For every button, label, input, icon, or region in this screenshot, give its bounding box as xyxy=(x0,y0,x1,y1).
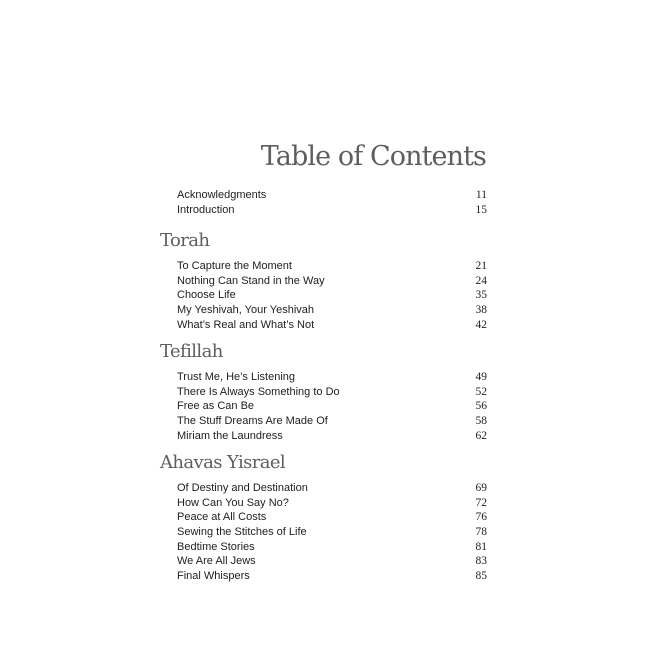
section-heading: Torah xyxy=(160,230,210,251)
toc-entry xyxy=(177,288,487,303)
toc-entry xyxy=(177,188,487,203)
entry-page-number: 52 xyxy=(475,385,487,398)
toc-entry xyxy=(177,399,487,414)
entry-page-number: 85 xyxy=(475,570,487,583)
entry-page-number: 81 xyxy=(475,540,487,553)
entry-page-number: 76 xyxy=(475,511,487,524)
toc-entry xyxy=(177,496,487,511)
toc-entry xyxy=(177,540,487,555)
entry-title: To Capture the Moment xyxy=(177,260,292,272)
toc-entry xyxy=(177,318,487,333)
entry-title: Choose Life xyxy=(177,289,236,302)
entry-page-number: 78 xyxy=(475,526,487,539)
toc-entry xyxy=(177,303,487,318)
entry-title: Of Destiny and Destination xyxy=(177,482,308,494)
toc-entry xyxy=(177,481,487,496)
entry-page-number: 62 xyxy=(475,429,487,442)
entry-page-number: 69 xyxy=(475,482,487,494)
section-heading: Ahavas Yisrael xyxy=(160,452,286,473)
entry-title: We Are All Jews xyxy=(177,555,256,568)
toc-entry xyxy=(177,274,487,289)
section-entry-list xyxy=(177,370,487,443)
entry-page-number: 49 xyxy=(475,371,487,383)
section-tefillah xyxy=(160,340,487,443)
entry-page-number: 38 xyxy=(475,304,487,317)
front-matter-list xyxy=(177,188,487,217)
toc-entry xyxy=(177,569,487,584)
entry-title: Free as Can Be xyxy=(177,400,255,413)
toc-entry xyxy=(177,385,487,400)
entry-title: There Is Always Something to Do xyxy=(177,385,340,398)
entry-title: What’s Real and What’s Not xyxy=(177,318,315,331)
entry-title: Final Whispers xyxy=(177,570,250,583)
entry-title: Miriam the Laundress xyxy=(177,429,283,442)
toc-entry xyxy=(177,203,487,218)
section-heading: Tefillah xyxy=(160,341,223,362)
entry-page-number: 72 xyxy=(475,496,487,509)
entry-title: How Can You Say No? xyxy=(177,496,289,509)
section-entry-list xyxy=(177,481,487,584)
entry-page-number: 35 xyxy=(475,289,487,302)
entry-title: The Stuff Dreams Are Made Of xyxy=(177,415,328,428)
toc-entry xyxy=(177,429,487,444)
entry-title: Introduction xyxy=(177,203,235,216)
toc-entry xyxy=(177,554,487,569)
entry-page-number: 56 xyxy=(475,400,487,413)
entry-page-number: 11 xyxy=(475,189,487,201)
entry-title: Trust Me, He’s Listening xyxy=(177,371,295,383)
toc-entry xyxy=(177,259,487,274)
toc-entry xyxy=(177,525,487,540)
entry-page-number: 58 xyxy=(475,415,487,428)
entry-page-number: 42 xyxy=(475,318,487,331)
page-title: Table of Contents xyxy=(260,141,486,172)
section-ahavas-yisrael xyxy=(160,451,487,584)
entry-title: Peace at All Costs xyxy=(177,511,267,524)
section-torah xyxy=(160,229,487,332)
entry-title: My Yeshivah, Your Yeshivah xyxy=(177,304,315,317)
entry-page-number: 21 xyxy=(475,260,487,272)
entry-page-number: 15 xyxy=(475,203,487,216)
entry-title: Bedtime Stories xyxy=(177,540,255,553)
section-entry-list xyxy=(177,259,487,332)
entry-title: Sewing the Stitches of Life xyxy=(177,526,307,539)
toc-entry xyxy=(177,510,487,525)
entry-title: Nothing Can Stand in the Way xyxy=(177,274,325,287)
entry-page-number: 83 xyxy=(475,555,487,568)
toc-entry xyxy=(177,414,487,429)
entry-title: Acknowledgments xyxy=(177,189,267,201)
entry-page-number: 24 xyxy=(475,274,487,287)
toc-entry xyxy=(177,370,487,385)
